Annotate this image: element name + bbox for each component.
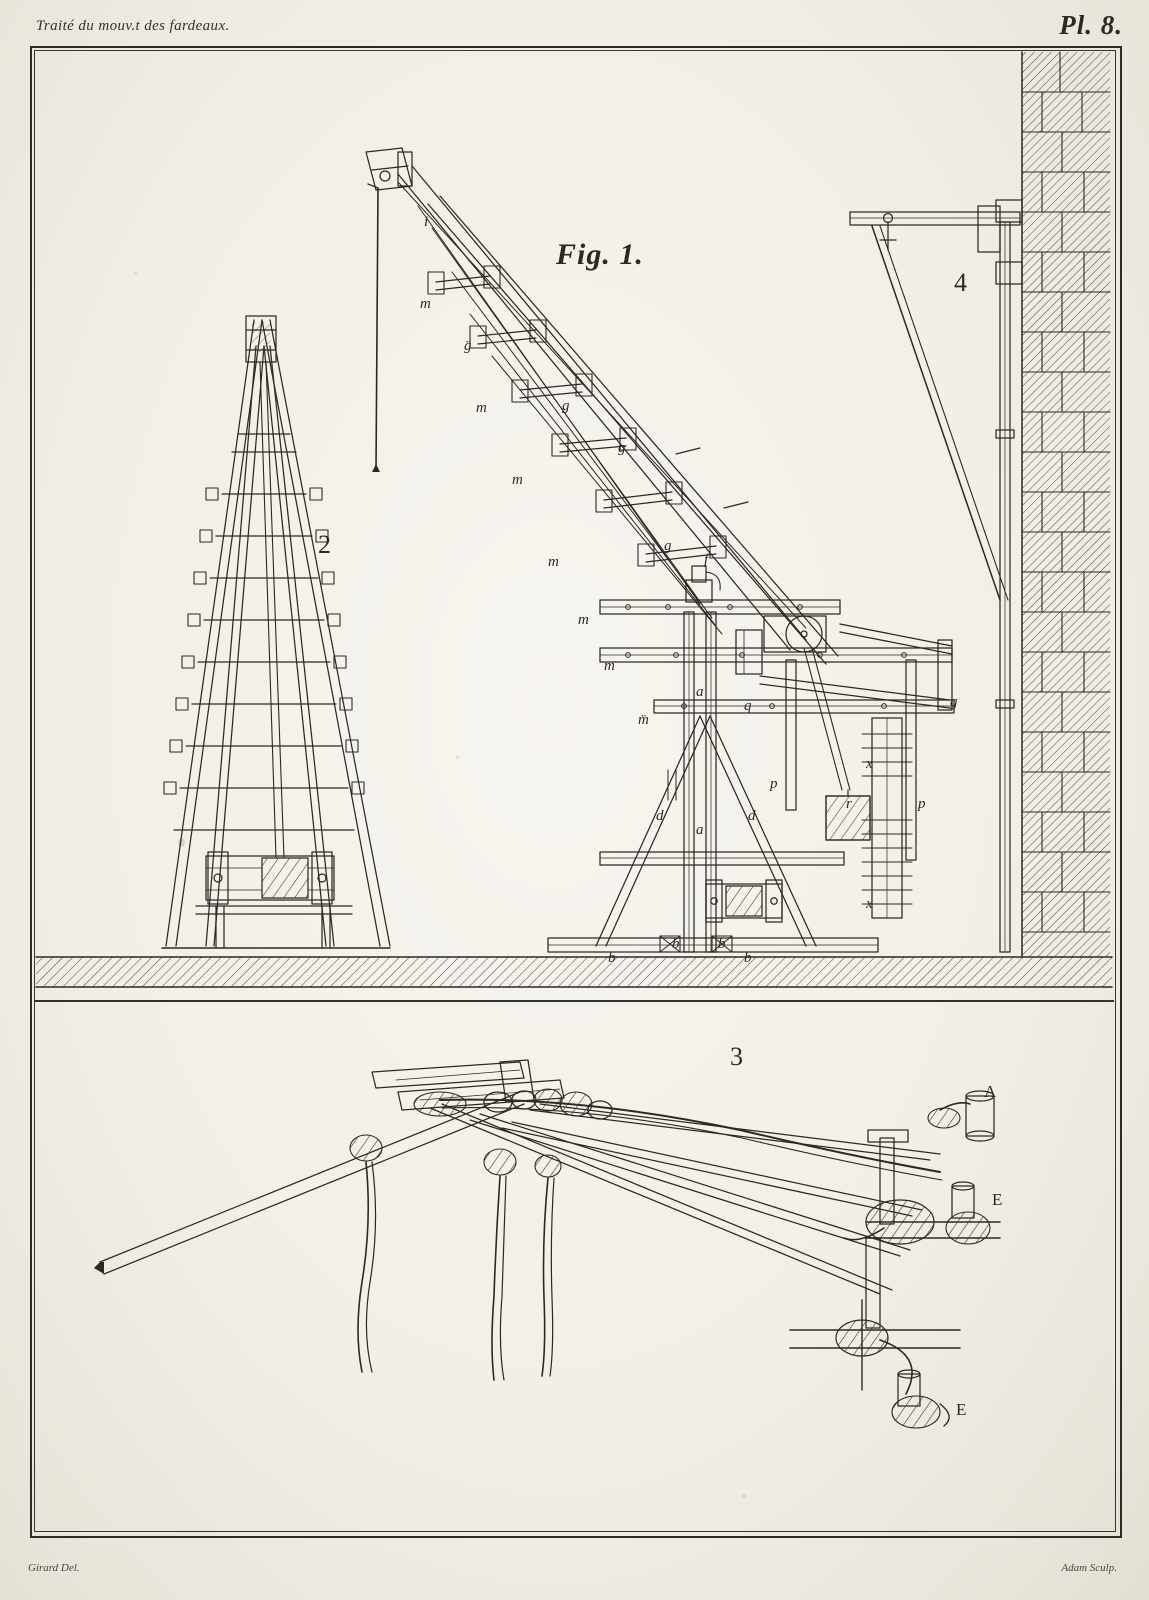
part-E-upper [844, 1130, 1003, 1244]
part-label: b [672, 936, 680, 952]
part-label: g [950, 694, 958, 710]
figure-4-jib [850, 200, 1022, 952]
part-label: g̈ [464, 338, 472, 354]
part-label: m̈ [638, 712, 649, 728]
figure-4-caption: 4 [954, 268, 967, 297]
figure-3-hanging-ropes [350, 1135, 561, 1380]
part-label: r [846, 796, 852, 812]
ground-hatching [36, 957, 1112, 987]
part-label: g [618, 440, 626, 456]
part-label: E [956, 1400, 967, 1419]
part-label: x [866, 756, 873, 772]
draughtsman-credit: Girard Del. [28, 1562, 80, 1574]
part-label: g [562, 398, 570, 414]
figure-1-platform [600, 600, 954, 865]
part-label: p [918, 796, 926, 812]
part-label: b [718, 936, 726, 952]
figure-2-windlass [206, 852, 334, 904]
part-label: q [744, 698, 752, 714]
engraver-credit: Adam Sculp. [1061, 1562, 1117, 1574]
part-label: a [696, 684, 704, 700]
figure-1-caption: Fig. 1. [556, 238, 644, 271]
figure-4-wall [850, 52, 1110, 957]
plate-number: Pl. 8. [1059, 10, 1123, 40]
part-label: E [992, 1190, 1003, 1209]
figure-1-lower-drum [706, 880, 782, 922]
part-label: b [608, 950, 616, 966]
part-label: A [984, 1082, 997, 1101]
part-label: g [664, 538, 672, 554]
part-label: m [604, 658, 615, 674]
figure-2-tower [162, 316, 390, 948]
part-label: d [656, 808, 664, 824]
part-label: m [548, 554, 559, 570]
running-head: Traité du mouv.t des fardeaux. [36, 18, 230, 34]
figure-1-crane [366, 148, 954, 952]
part-label: x [866, 896, 873, 912]
figure-3-caption: 3 [730, 1042, 743, 1071]
part-E-lower [790, 1238, 960, 1428]
part-rack [760, 660, 950, 918]
part-label: m [578, 612, 589, 628]
part-label: p [770, 776, 778, 792]
part-label: d [748, 808, 756, 824]
part-label: b [744, 950, 752, 966]
figure-3-lashing [94, 1060, 1003, 1428]
part-label: i [424, 214, 429, 230]
part-label: m [420, 296, 431, 312]
part-label: m [512, 472, 523, 488]
part-label: f [704, 552, 709, 568]
figure-2-caption: 2 [318, 530, 331, 559]
figure-1-drum [736, 616, 826, 674]
part-label: a [696, 822, 704, 838]
part-label: m [476, 400, 487, 416]
